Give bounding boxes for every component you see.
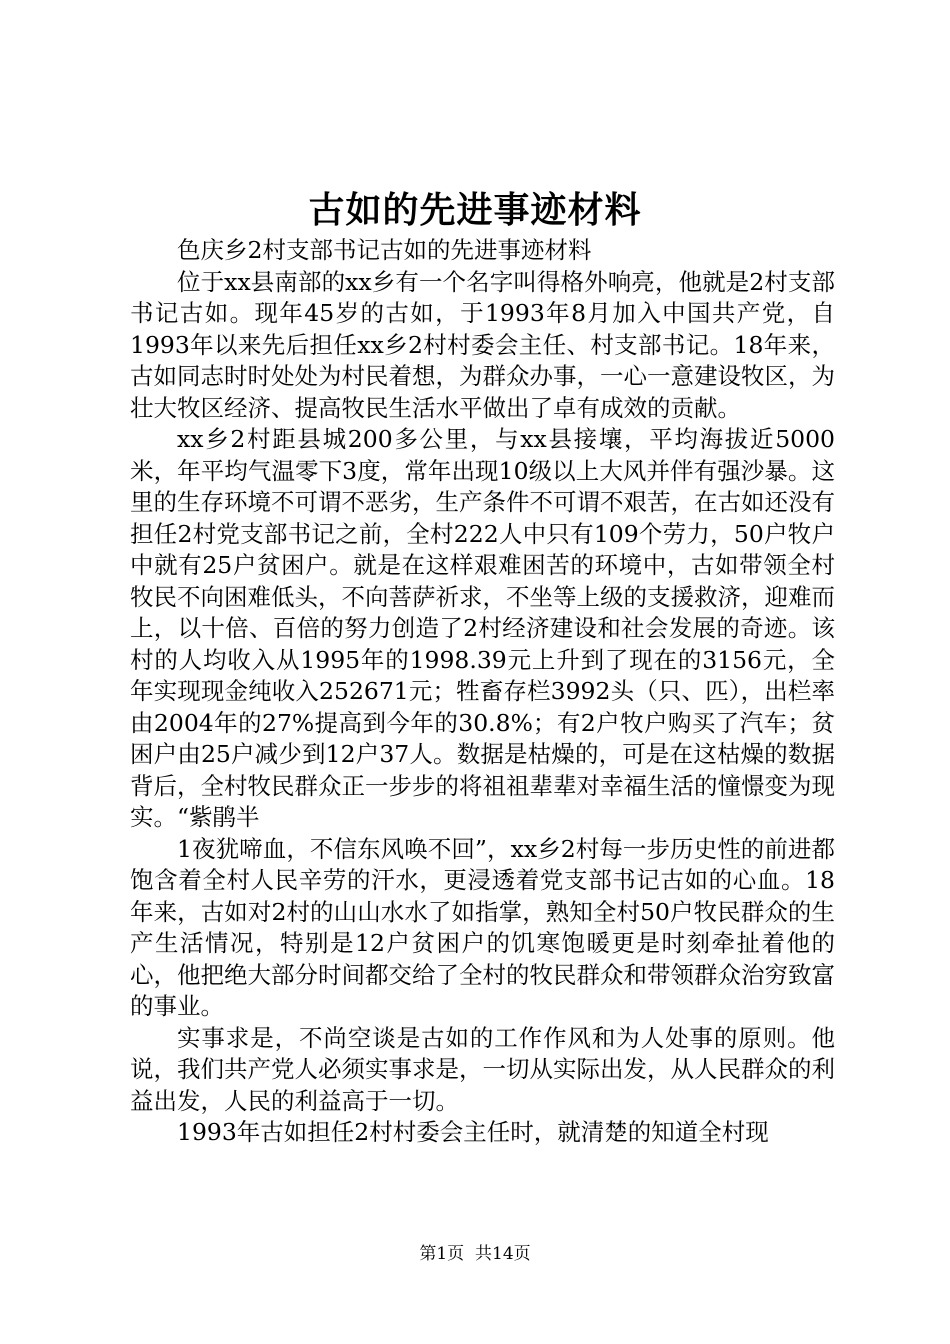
body-paragraph: 位于xx县南部的xx乡有一个名字叫得格外响亮，他就是2村支部书记古如。现年45岁的古如，于1993年8月加入中国共产党，自1993年以来先后担任xx乡2村村委会主任、村支部书记。18年来，古如同志时时处处为村民着想，为群众办事，一心一意建设牧区，为壮大牧区经济、提高牧民生活水平做出了卓有成效的贡献。 <box>130 267 835 422</box>
total-pages: 共14页 <box>475 1244 531 1264</box>
document-title: 古如的先进事迹材料 <box>308 189 642 231</box>
page-number: 第1页 <box>419 1244 465 1264</box>
body-paragraph: 实事求是，不尚空谈是古如的工作作风和为人处事的原则。他说，我们共产党人必须实事求是，一切从实际出发，从人民群众的利益出发，人民的利益高于一切。 <box>130 1023 835 1115</box>
page-footer <box>0 1243 950 1265</box>
subtitle-paragraph: 色庆乡2村支部书记古如的先进事迹材料 <box>177 236 592 264</box>
body-paragraph: 1993年古如担任2村村委会主任时，就清楚的知道全村现 <box>177 1118 769 1146</box>
body-paragraph: 1夜犹啼血，不信东风唤不回”，xx乡2村每一步历史性的前进都饱含着全村人民辛劳的汗水，更浸透着党支部书记古如的心血。18年来，古如对2村的山山水水了如指掌，熟知全村50户牧民群众的生产生活情况，特别是12户贫困户的饥寒饱暖更是时刻牵扯着他的心，他把绝大部分时间都交给了全村的牧民群众和带领群众治穷致富的事业。 <box>130 834 835 1020</box>
document-body <box>130 235 835 1149</box>
body-paragraph: xx乡2村距县城200多公里，与xx县接壤，平均海拔近5000米，年平均气温零下3度，常年出现10级以上大风并伴有强沙暴。这里的生存环境不可谓不恶劣，生产条件不可谓不艰苦，在古如还没有担任2村党支部书记之前，全村222人中只有109个劳力，50户牧户中就有25户贫困户。就是在这样艰难困苦的环境中，古如带领全村牧民不向困难低头，不向菩萨祈求，不坐等上级的支援救济，迎难而上，以十倍、百倍的努力创造了2村经济建设和社会发展的奇迹。该村的人均收入从1995年的1998.39元上升到了现在的3156元，全年实现现金纯收入252671元；牲畜存栏3992头（只、匹），出栏率由2004年的27%提高到今年的30.8%；有2户牧户购买了汽车；贫困户由25户减少到12户37人。数据是枯燥的，可是在这枯燥的数据背后，全村牧民群众正一步步的将祖祖辈辈对幸福生活的憧憬变为现实。“紫鹃半 <box>130 425 835 831</box>
